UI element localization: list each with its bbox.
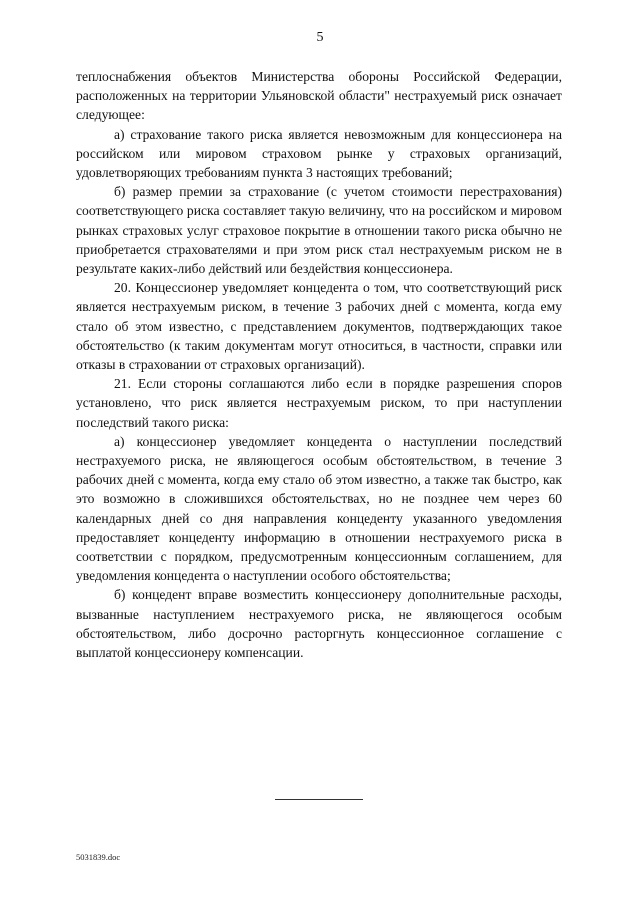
document-body — [76, 67, 562, 662]
paragraph-continuation: теплоснабжения объектов Министерства обороны Российской Федерации, расположенных на территории Ульяновской области" нестрахуемый риск означает следующее: — [76, 69, 562, 123]
document-id: 5031839.doc — [76, 852, 121, 862]
paragraph-item-a-uninsurable: а) страхование такого риска является невозможным для концессионера на российском или мировом страховом рынке у страховых организаций, удовлетворяющих требованиям пункта 3 настоящих требований; — [76, 126, 562, 181]
paragraph-clause-21-item-b: б) концедент вправе возместить концессионеру дополнительные расходы, вызванные наступлением нестрахуемого риска, не являющегося особым обстоятельством, либо досрочно расторгнуть концессионное соглашение с выплатой концессионеру компенсации. — [76, 587, 562, 661]
paragraph-clause-21: 21. Если стороны соглашаются либо если в порядке разрешения споров установлено, что риск является нестрахуемым риском, то при наступлении последствий такого риска: — [76, 376, 562, 430]
separator-line — [275, 799, 363, 800]
paragraph-clause-20: 20. Концессионер уведомляет концедента о том, что соответствующий риск является нестрахуемым риском, в течение 3 рабочих дней с момента, когда ему стало об этом известно, с представлением документов, подтверждающих такое обстоятельство (к таким документам могут относиться, в частности, справки или отказы в страховании от страховых организаций). — [76, 280, 562, 373]
paragraph-clause-21-item-a: а) концессионер уведомляет концедента о наступлении последствий нестрахуемого риска, не являющегося особым обстоятельством, в течение 3 рабочих дней с момента, когда ему стало об этом известно, а также так быстро, как это возможно в сложившихся обстоятельствах, но не позднее чем через 60 календарных дней со дня направления концеденту указанного уведомления предоставляет концеденту информацию в отношении нестрахуемого риска в соответствии с порядком, предусмотренным концессионным соглашением, для уведомления концедента о наступлении особого обстоятельства; — [76, 433, 562, 584]
paragraph-item-b-premium: б) размер премии за страхование (с учетом стоимости перестрахования) соответствующего риска составляет такую величину, что на российском и мировом рынках страховых услуг страховое покрытие в отношении такого риска обычно не приобретается страхователями и при этом риск стал нестрахуемым риском не в результате каких-либо действий или бездействия концессионера. — [76, 184, 562, 277]
page-number: 5 — [316, 30, 324, 45]
